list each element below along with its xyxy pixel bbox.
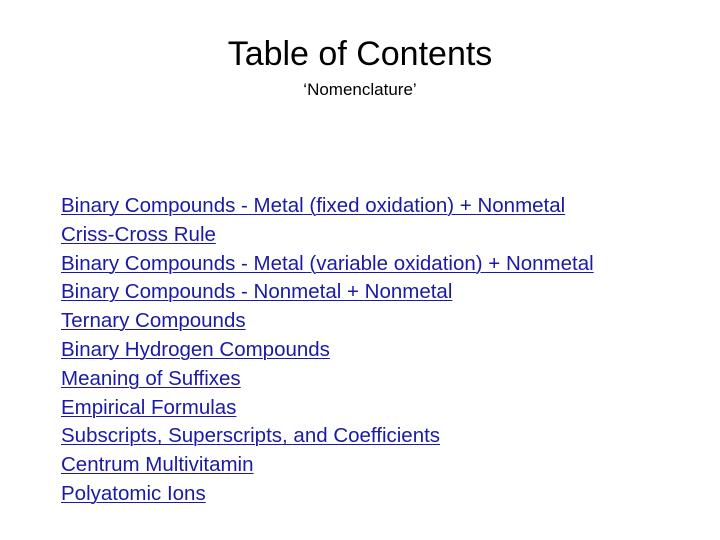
toc-item [61, 336, 594, 365]
page-title: Table of Contents [227, 35, 493, 73]
toc-link-empirical-formulas[interactable]: Empirical Formulas [61, 395, 237, 419]
toc-item [61, 480, 594, 509]
toc-link-centrum-multivitamin[interactable]: Centrum Multivitamin [61, 453, 254, 477]
toc-item [61, 422, 594, 451]
table-of-contents-list [61, 192, 594, 509]
toc-item [61, 221, 594, 250]
toc-link-binary-variable-oxidation[interactable]: Binary Compounds - Metal (variable oxidation) + Nonmetal [61, 251, 594, 275]
toc-link-binary-hydrogen-compounds[interactable]: Binary Hydrogen Compounds [61, 337, 330, 361]
toc-link-meaning-of-suffixes[interactable]: Meaning of Suffixes [61, 366, 241, 390]
toc-link-polyatomic-ions[interactable]: Polyatomic Ions [61, 481, 206, 505]
toc-item [61, 451, 594, 480]
toc-link-binary-nonmetal-nonmetal[interactable]: Binary Compounds - Nonmetal + Nonmetal [61, 280, 453, 304]
page-subtitle: ‘Nomenclature’ [303, 80, 417, 99]
toc-link-ternary-compounds[interactable]: Ternary Compounds [61, 309, 246, 333]
toc-link-criss-cross-rule[interactable]: Criss-Cross Rule [61, 222, 216, 246]
toc-item [61, 250, 594, 279]
toc-item [61, 365, 594, 394]
toc-item [61, 394, 594, 423]
toc-link-binary-fixed-oxidation[interactable]: Binary Compounds - Metal (fixed oxidation) + Nonmetal [61, 194, 566, 217]
toc-link-subscripts-superscripts[interactable]: Subscripts, Superscripts, and Coefficients [61, 424, 441, 448]
toc-item [61, 278, 594, 307]
toc-item [61, 192, 594, 221]
toc-item [61, 307, 594, 336]
